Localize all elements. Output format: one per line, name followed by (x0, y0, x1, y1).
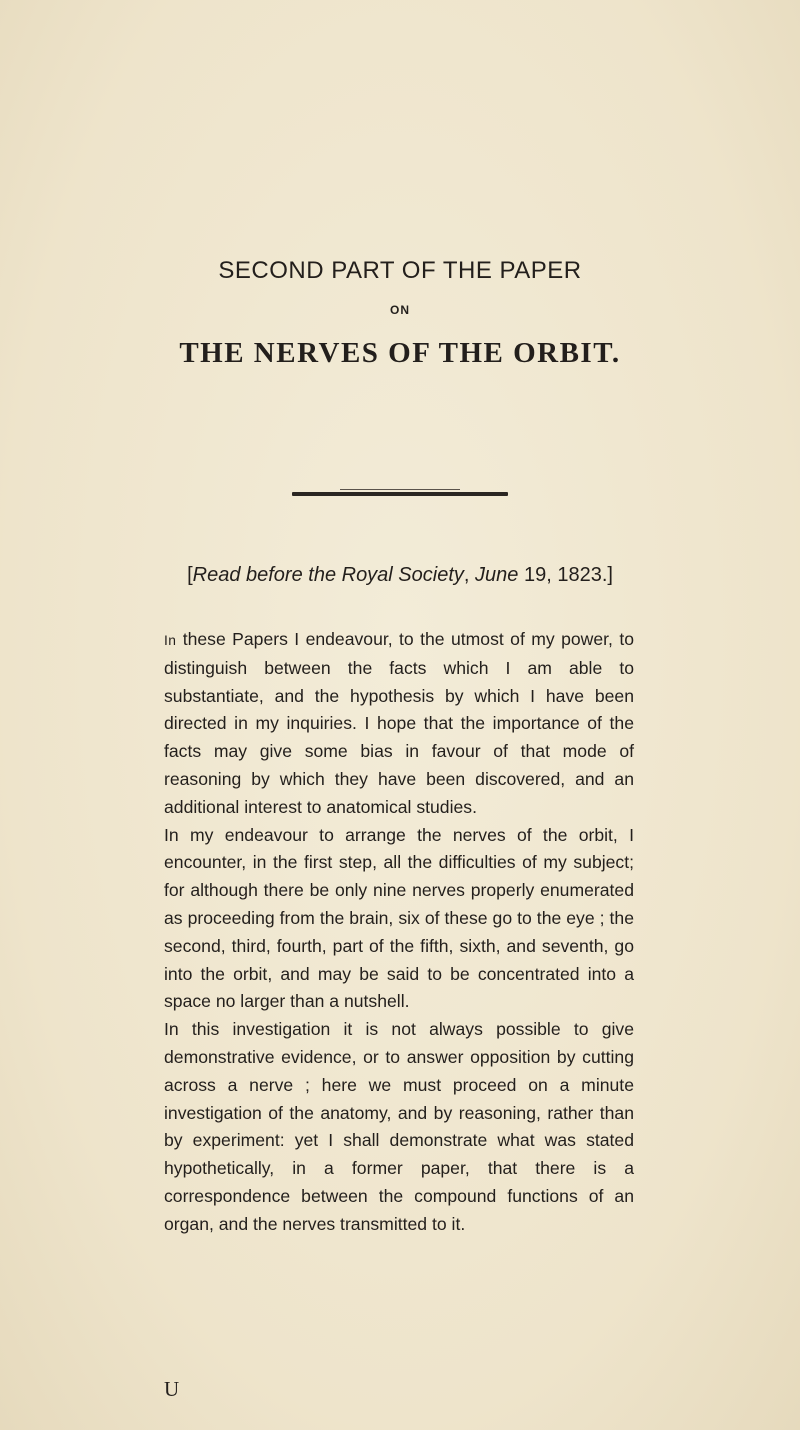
read-month: June (475, 564, 519, 586)
read-comma: , (463, 564, 476, 586)
paragraph-3: In this investigation it is not always possible to give demonstrative evidence, or to answer opposition by cutting across a nerve ; here we must proceed on a minute investigation of the anatomy, and by reasoning, rather than by experiment: yet I shall demonstrate what was stated hypothetically, in a former paper, that there is a correspondence between the compound functions of an organ, and the nerves transmitted to it. (164, 1019, 634, 1234)
paragraph-1 (164, 626, 634, 822)
paper-title: THE NERVES OF THE ORBIT. (179, 337, 621, 369)
read-date: 19, 1823.] (518, 564, 613, 586)
part-heading: SECOND PART OF THE PAPER (218, 257, 582, 284)
read-before-line (0, 564, 800, 587)
title-rule (292, 492, 508, 496)
title-rule-thin (340, 489, 460, 490)
paragraph-1-text: these Papers I endeavour, to the utmost of my power, to distinguish between the facts which I am able to substantiate, and the hypothesis by which I have been directed in my inquiries. I hope that the importance of the facts may give some bias in favour of that mode of reasoning by which they have been discovered, and an additional interest to anatomical studies. (164, 629, 634, 817)
body-text (164, 626, 634, 1239)
bracket-open: [ (187, 564, 193, 586)
on-label: ON (390, 303, 410, 317)
paragraph-1-initial: In (164, 633, 177, 648)
paragraph-2: In my endeavour to arrange the nerves of the orbit, I encounter, in the first step, all the difficulties of my subject; for although there be only nine nerves properly enumerated as proceeding from the brain, six of these go to the eye ; the second, third, fourth, part of the fifth, sixth, and seventh, go into the orbit, and may be said to be concentrated into a space no larger than a nutshell. (164, 824, 634, 1012)
read-before-society: Read before the Royal Society (192, 564, 464, 586)
signature-mark: U (164, 1377, 180, 1401)
